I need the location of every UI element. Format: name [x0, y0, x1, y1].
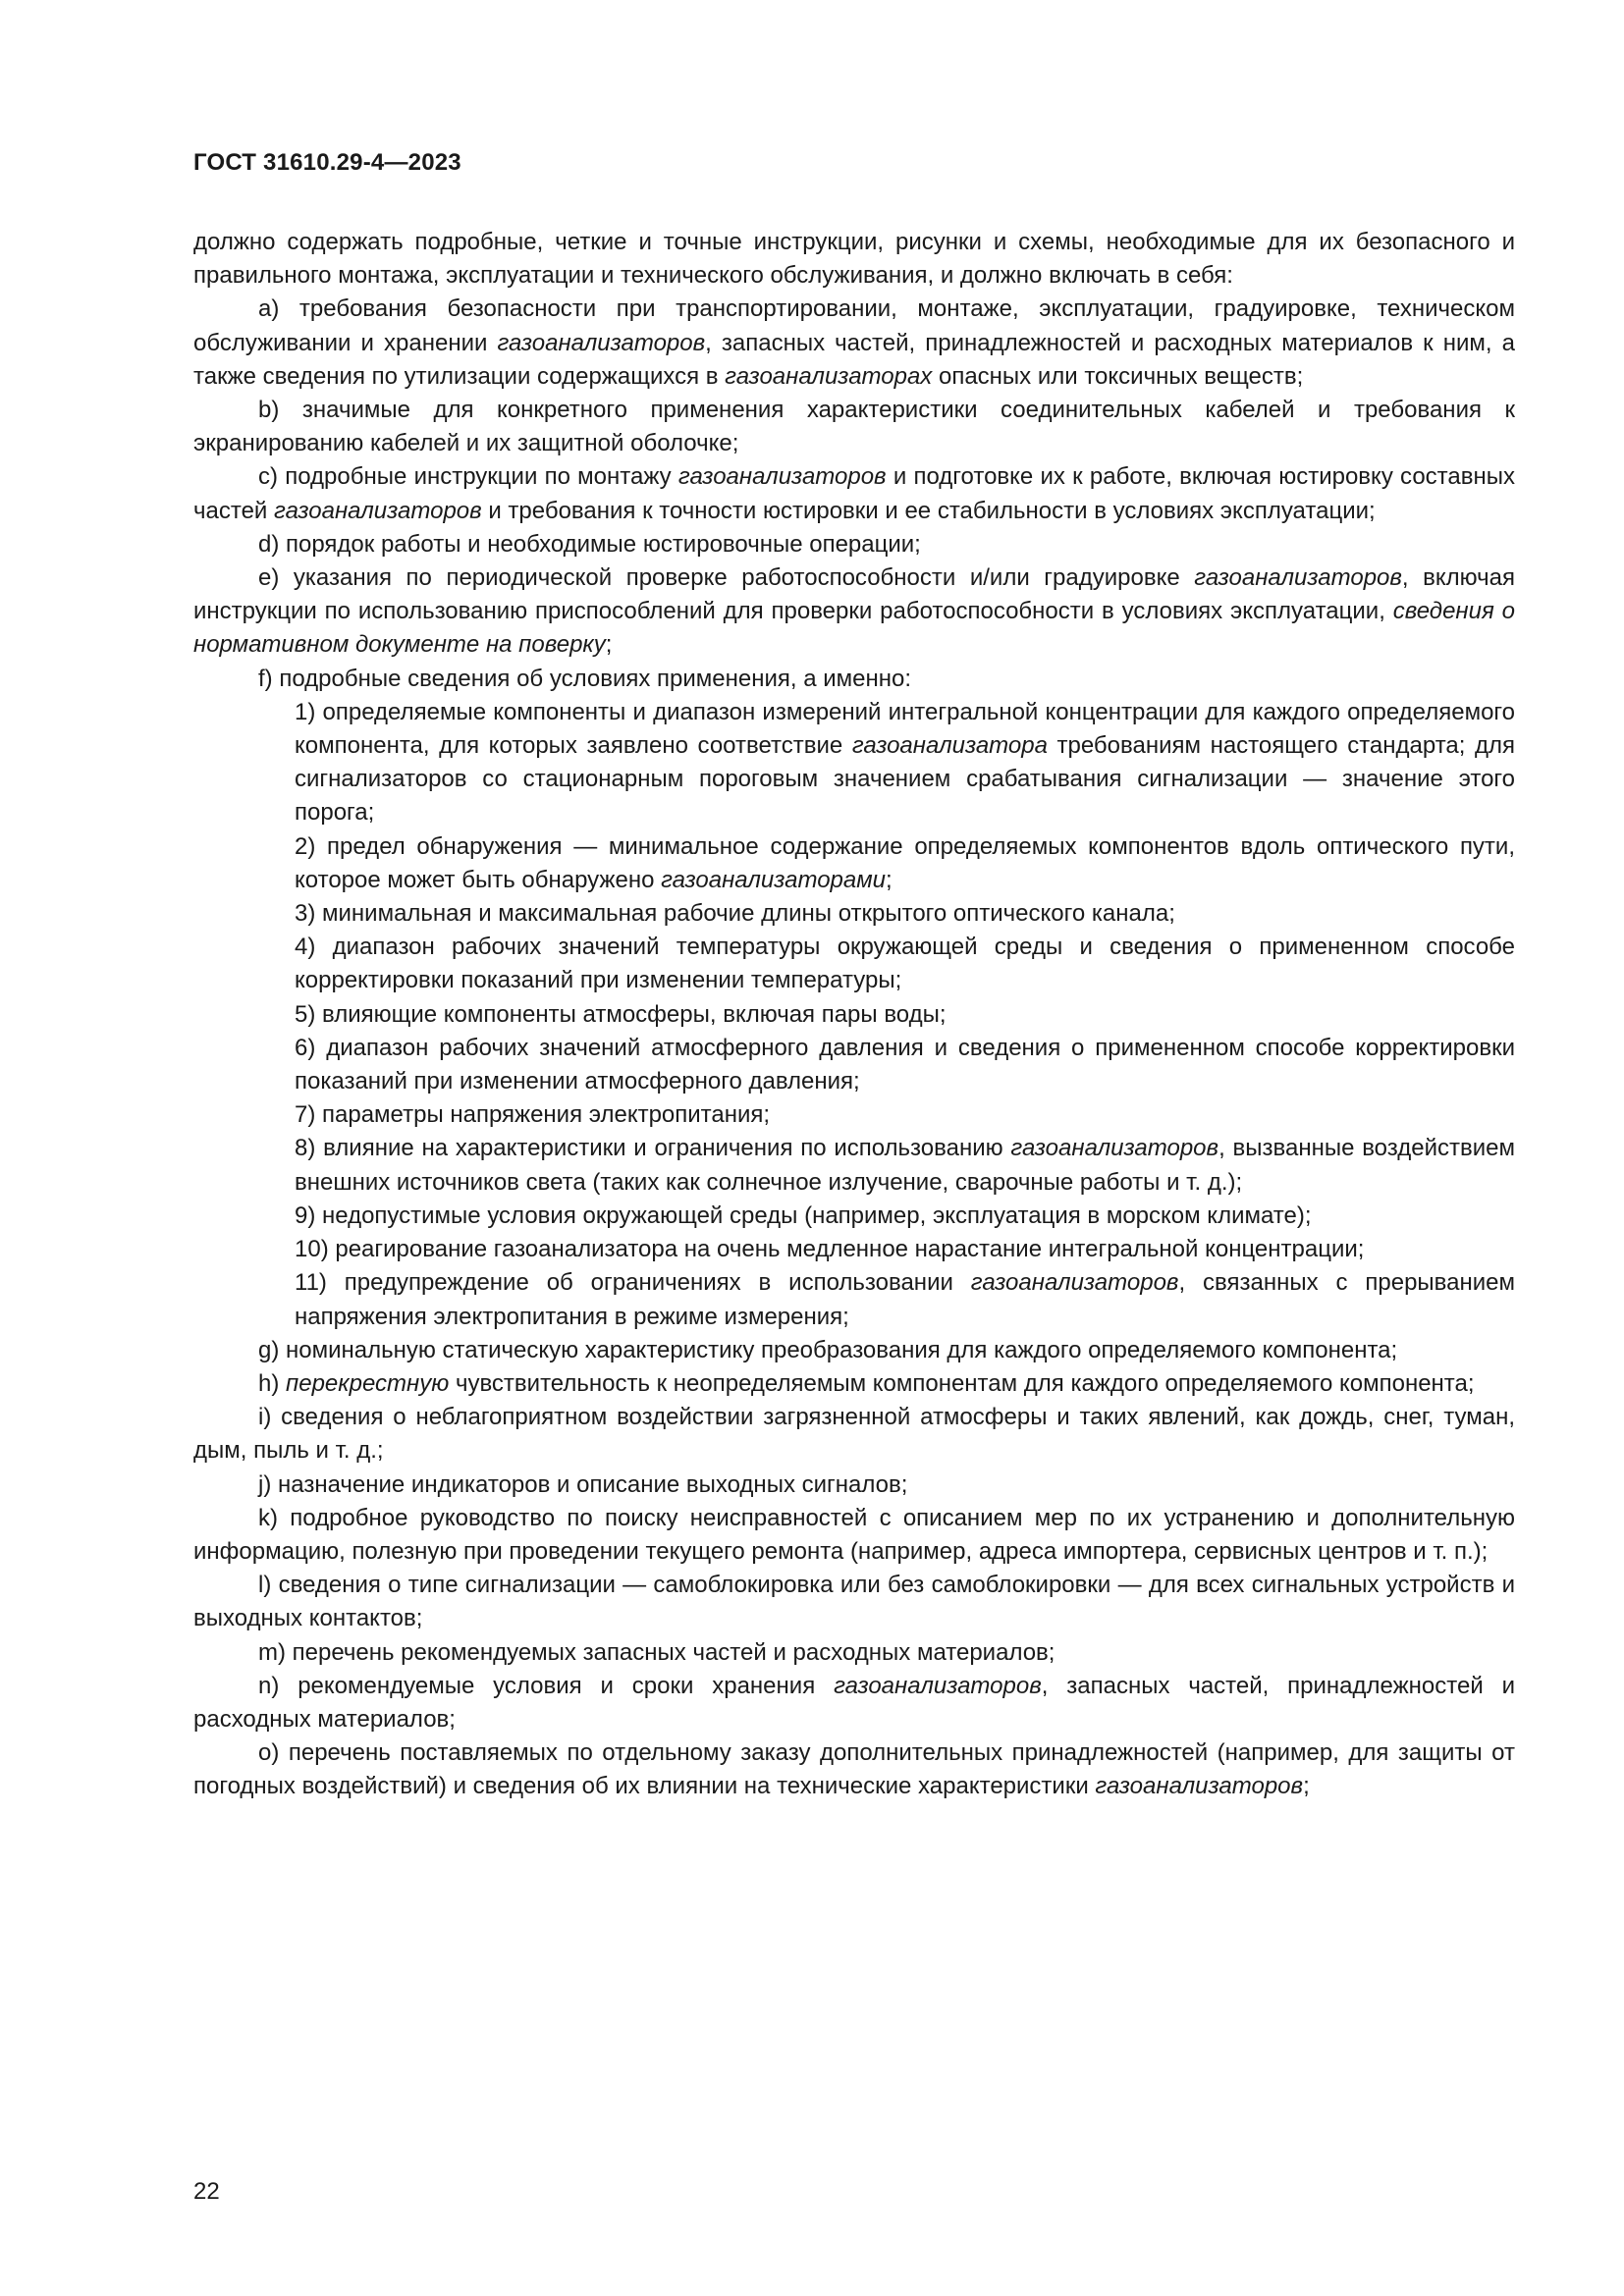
numbered-subitem — [193, 696, 1515, 830]
text-run: h) — [258, 1369, 287, 1397]
list-item — [193, 293, 1515, 394]
text-run: i) сведения о неблагоприятном воздействии загрязненной атмосферы и таких явлений, как дождь, снег, туман, дым, пыль и т. д.; — [193, 1404, 1515, 1465]
text-run: , запасных частей, принадлежностей и расходных материалов; — [193, 1672, 1516, 1733]
list-item — [193, 1636, 1515, 1670]
text-run: 5) влияющие компоненты атмосферы, включая пары воды; — [295, 1000, 947, 1028]
text-run: ; — [605, 631, 613, 659]
text-run: , включая инструкции по использованию приспособлений для проверки работоспособности в условиях эксплуатации, — [193, 564, 1515, 625]
list-item — [193, 663, 1515, 696]
text-run: и подготовке их к работе, включая юстировку составных частей — [193, 463, 1516, 524]
text-run: l) сведения о типе сигнализации — самоблокировка или без самоблокировки — для всех сигнальных устройств и выходных контактов; — [193, 1572, 1515, 1632]
text-run: d) порядок работы и необходимые юстировочные операции; — [258, 530, 921, 558]
text-run: чувствительность к неопределяемым компонентам для каждого определяемого компонента; — [449, 1369, 1475, 1397]
italic-term: перекрестную — [286, 1369, 450, 1397]
numbered-subitem — [193, 830, 1515, 897]
text-run: o) перечень поставляемых по отдельному заказу дополнительных принадлежностей (например, для защиты от погодных воздействий) и сведения об их влиянии на технические характеристики — [193, 1739, 1515, 1800]
text-run: k) подробное руководство по поиску неисправностей с описанием мер по их устранению и дополнительную информацию, полезную при проведении текущего ремонта (например, адреса импортера, сервисных центров и т. п.); — [193, 1504, 1515, 1565]
text-run: g) номинальную статическую характеристику преобразования для каждого определяемого компонента; — [258, 1336, 1398, 1363]
italic-term: газоанализаторов — [274, 497, 482, 524]
list-item — [193, 1569, 1515, 1635]
numbered-subitem — [193, 1233, 1515, 1266]
italic-term: газоанализаторов — [1095, 1773, 1304, 1800]
list-item — [193, 1670, 1515, 1736]
text-run: 3) минимальная и максимальная рабочие длины открытого оптического канала; — [295, 900, 1175, 928]
text-run: , запасных частей, принадлежностей и расходных материалов к ним, а также сведения по утилизации содержащихся в — [193, 329, 1515, 390]
text-run: e) указания по периодической проверке работоспособности и/или градуировке — [258, 564, 1195, 592]
italic-term: сведения о нормативном документе на поверку — [193, 598, 1515, 659]
text-run: 8) влияние на характеристики и ограничения по использованию — [295, 1135, 1011, 1162]
list-item — [193, 1468, 1515, 1502]
numbered-subitem — [193, 1098, 1515, 1132]
italic-term: газоанализатора — [851, 732, 1048, 760]
text-run: j) назначение индикаторов и описание выходных сигналов; — [258, 1470, 908, 1498]
text-run: 9) недопустимые условия окружающей среды (например, эксплуатация в морском климате); — [295, 1201, 1312, 1229]
text-run: 7) параметры напряжения электропитания; — [295, 1101, 771, 1129]
italic-term: газоанализаторов — [497, 329, 706, 356]
paragraph — [193, 226, 1515, 293]
text-run: опасных или токсичных веществ; — [932, 362, 1304, 390]
text-run: f) подробные сведения об условиях применения, а именно: — [258, 665, 912, 692]
numbered-subitem — [193, 897, 1515, 931]
text-run: 11) предупреждение об ограничениях в использовании — [295, 1269, 971, 1297]
italic-term: газоанализаторов — [677, 463, 887, 491]
italic-term: газоанализаторами — [661, 866, 887, 893]
text-run: a) требования безопасности при транспортировании, монтаже, эксплуатации, градуировке, техническом обслуживании и хранении — [193, 295, 1515, 356]
text-run: 10) реагирование газоанализатора на очень медленное нарастание интегральной концентрации; — [295, 1236, 1365, 1263]
numbered-subitem — [193, 1132, 1515, 1199]
numbered-subitem — [193, 1200, 1515, 1233]
list-item — [193, 1736, 1515, 1803]
text-run: требованиям настоящего стандарта; для сигнализаторов со стационарным пороговым значением срабатывания сигнализации — значение этого порога; — [295, 732, 1515, 827]
text-run: 2) предел обнаружения — минимальное содержание определяемых компонентов вдоль оптического пути, которое может быть обнаружено — [295, 832, 1515, 893]
text-run: и требования к точности юстировки и ее стабильности в условиях эксплуатации; — [481, 497, 1376, 524]
list-item — [193, 1502, 1515, 1569]
text-run: n) рекомендуемые условия и сроки хранения — [258, 1672, 835, 1699]
text-run: должно содержать подробные, четкие и точные инструкции, рисунки и схемы, необходимые для их безопасного и правильного монтажа, эксплуатации и технического обслуживания, и должно включать в себя: — [193, 229, 1515, 290]
italic-term: газоанализаторах — [725, 362, 933, 390]
numbered-subitem — [193, 931, 1515, 997]
numbered-subitem — [193, 998, 1515, 1032]
text-run: m) перечень рекомендуемых запасных частей и расходных материалов; — [258, 1638, 1056, 1666]
text-run: ; — [1303, 1773, 1310, 1800]
document-body — [193, 226, 1515, 1804]
text-run: ; — [886, 866, 893, 893]
text-run: 6) диапазон рабочих значений атмосферного давления и сведения о примененном способе корректировки показаний при изменении атмосферного давления; — [295, 1034, 1515, 1095]
list-item — [193, 1401, 1515, 1468]
text-run: 4) диапазон рабочих значений температуры окружающей среды и сведения о примененном способе корректировки показаний при изменении температуры; — [295, 934, 1515, 994]
list-item — [193, 528, 1515, 561]
italic-term: газоанализаторов — [834, 1672, 1042, 1699]
text-run: 1) определяемые компоненты и диапазон измерений интегральной концентрации для каждого определяемого компонента, для которых заявлено соответствие — [295, 698, 1515, 760]
numbered-subitem — [193, 1266, 1515, 1333]
document-header: ГОСТ 31610.29-4—2023 — [193, 149, 461, 176]
page-number: 22 — [193, 2178, 220, 2205]
italic-term: газоанализаторов — [970, 1269, 1179, 1297]
list-item — [193, 394, 1515, 460]
text-run: b) значимые для конкретного применения характеристики соединительных кабелей и требования к экранированию кабелей и их защитной оболочке; — [193, 397, 1515, 457]
italic-term: газоанализаторов — [1010, 1135, 1219, 1162]
list-item — [193, 561, 1515, 663]
numbered-subitem — [193, 1032, 1515, 1098]
text-run: c) подробные инструкции по монтажу — [258, 463, 678, 491]
list-item — [193, 1334, 1515, 1367]
text-run: , вызванные воздействием внешних источников света (таких как солнечное излучение, сварочные работы и т. д.); — [295, 1135, 1515, 1196]
list-item — [193, 460, 1515, 527]
italic-term: газоанализаторов — [1194, 564, 1402, 592]
list-item — [193, 1367, 1515, 1401]
text-run: , связанных с прерыванием напряжения электропитания в режиме измерения; — [295, 1269, 1516, 1330]
